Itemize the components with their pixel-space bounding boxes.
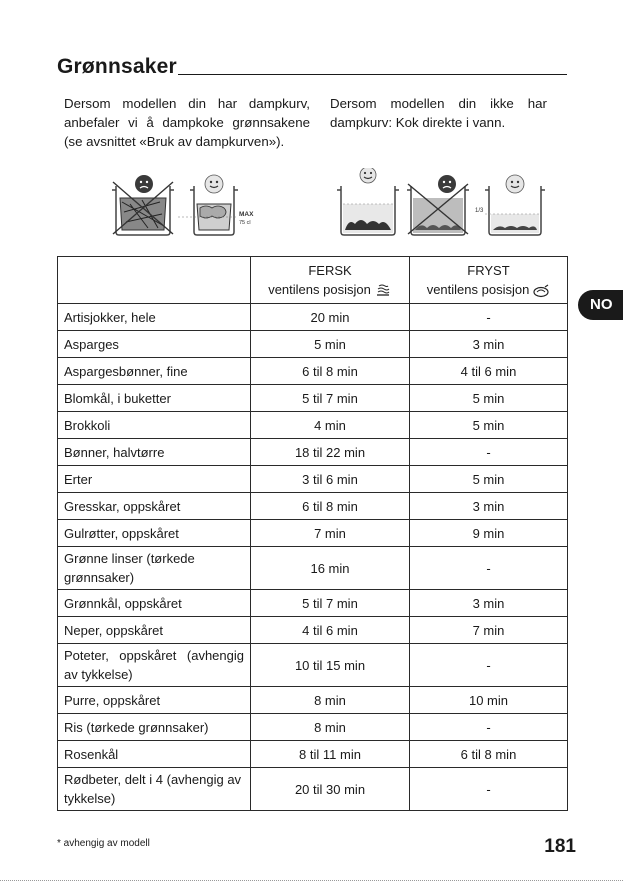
header-fresh (251, 257, 410, 304)
vegetable-name: Neper, oppskåret (58, 617, 251, 644)
vegetable-name: Grønnkål, oppskåret (58, 590, 251, 617)
page-title: Grønnsaker (57, 55, 177, 78)
frozen-time: - (410, 644, 568, 687)
fresh-time: 6 til 8 min (251, 493, 410, 520)
header-fresh-title: FERSK (308, 263, 352, 278)
table-row (58, 304, 568, 331)
header-empty-cell (58, 257, 251, 304)
vegetable-name: Gresskar, oppskåret (58, 493, 251, 520)
vegetable-name: Rødbeter, delt i 4 (avhengig av tykkelse) (58, 768, 251, 811)
direct-water-illustration (335, 168, 550, 240)
intro-with-basket: Dersom modellen din har dampkurv, anbefaler vi å dampkoke grønnsakene (se avsnittet «Bruk av dampkurven»). (64, 96, 310, 149)
overfilled-basket-pot (112, 175, 174, 235)
fresh-time: 20 min (251, 304, 410, 331)
vegetable-name: Artisjokker, hele (58, 304, 251, 331)
table-row (58, 768, 568, 811)
header-frozen-title: FRYST (467, 263, 510, 278)
page-number: 181 (544, 836, 576, 857)
table-header-row (58, 257, 568, 304)
fresh-time: 5 min (251, 331, 410, 358)
table-row (58, 547, 568, 590)
table-row (58, 439, 568, 466)
frozen-time: 9 min (410, 520, 568, 547)
table-row (58, 466, 568, 493)
table-row (58, 385, 568, 412)
steam-basket-illustration (108, 168, 263, 240)
fresh-time: 20 til 30 min (251, 768, 410, 811)
frozen-time: 5 min (410, 466, 568, 493)
fresh-time: 6 til 8 min (251, 358, 410, 385)
fresh-time: 4 til 6 min (251, 617, 410, 644)
title-rule (178, 74, 567, 75)
frozen-time: 3 min (410, 331, 568, 358)
language-tab: NO (578, 290, 623, 320)
table-row (58, 358, 568, 385)
frozen-time: - (410, 714, 568, 741)
frozen-time: 10 min (410, 687, 568, 714)
intro-without-basket: Dersom modellen din ikke har dampkurv: Kok direkte i vann. (330, 96, 547, 130)
vegetable-name: Blomkål, i buketter (58, 385, 251, 412)
header-frozen (410, 257, 568, 304)
valve-steam-icon (374, 284, 392, 298)
table-row (58, 520, 568, 547)
vegetable-name: Aspargesbønner, fine (58, 358, 251, 385)
fresh-time: 3 til 6 min (251, 466, 410, 493)
vegetable-name: Asparges (58, 331, 251, 358)
header-frozen-valve (416, 280, 561, 299)
max-volume-label: 75 cl (239, 220, 251, 226)
table-row (58, 412, 568, 439)
max-label: MAX (239, 211, 254, 218)
vegetable-name: Erter (58, 466, 251, 493)
vegetable-name: Gulrøtter, oppskåret (58, 520, 251, 547)
table-row (58, 617, 568, 644)
page-bottom-edge (0, 880, 623, 881)
frozen-time: - (410, 439, 568, 466)
header-fresh-valve-label: ventilens posisjon (268, 282, 371, 297)
fresh-time: 7 min (251, 520, 410, 547)
frozen-time: 6 til 8 min (410, 741, 568, 768)
fresh-time: 16 min (251, 547, 410, 590)
header-frozen-valve-label: ventilens posisjon (426, 282, 530, 297)
vegetable-name: Grønne linser (tørkede grønnsaker) (58, 547, 251, 590)
table-row (58, 741, 568, 768)
vegetable-name: Bønner, halvtørre (58, 439, 251, 466)
overfilled-pot (407, 175, 469, 235)
valve-closed-icon (532, 284, 550, 298)
fresh-time: 5 til 7 min (251, 385, 410, 412)
fresh-time: 4 min (251, 412, 410, 439)
frozen-time: 3 min (410, 493, 568, 520)
table-row (58, 644, 568, 687)
vegetable-name: Poteter, oppskåret (avhengig av tykkelse) (58, 644, 251, 687)
vegetable-name: Ris (tørkede grønnsaker) (58, 714, 251, 741)
table-row (58, 493, 568, 520)
vegetable-name: Purre, oppskåret (58, 687, 251, 714)
frozen-time: 4 til 6 min (410, 358, 568, 385)
footnote: * avhengig av modell (57, 838, 150, 849)
frozen-time: 5 min (410, 385, 568, 412)
fresh-time: 8 min (251, 714, 410, 741)
table-row (58, 687, 568, 714)
frozen-time: - (410, 768, 568, 811)
fresh-time: 8 til 11 min (251, 741, 410, 768)
fresh-time: 10 til 15 min (251, 644, 410, 687)
table-row (58, 331, 568, 358)
table-row (58, 714, 568, 741)
vegetable-name: Brokkoli (58, 412, 251, 439)
frozen-time: 7 min (410, 617, 568, 644)
frozen-time: 5 min (410, 412, 568, 439)
pot-with-water (337, 168, 399, 235)
frozen-time: 3 min (410, 590, 568, 617)
cooking-times-table (57, 256, 568, 811)
table-row (58, 590, 568, 617)
fresh-time: 5 til 7 min (251, 590, 410, 617)
header-fresh-valve (257, 280, 403, 299)
frozen-time: - (410, 547, 568, 590)
one-third-pot (475, 175, 545, 235)
fill-fraction-label: 1/3 (475, 208, 484, 214)
frozen-time: - (410, 304, 568, 331)
fresh-time: 8 min (251, 687, 410, 714)
fresh-time: 18 til 22 min (251, 439, 410, 466)
correct-basket-pot (178, 175, 254, 235)
vegetable-name: Rosenkål (58, 741, 251, 768)
